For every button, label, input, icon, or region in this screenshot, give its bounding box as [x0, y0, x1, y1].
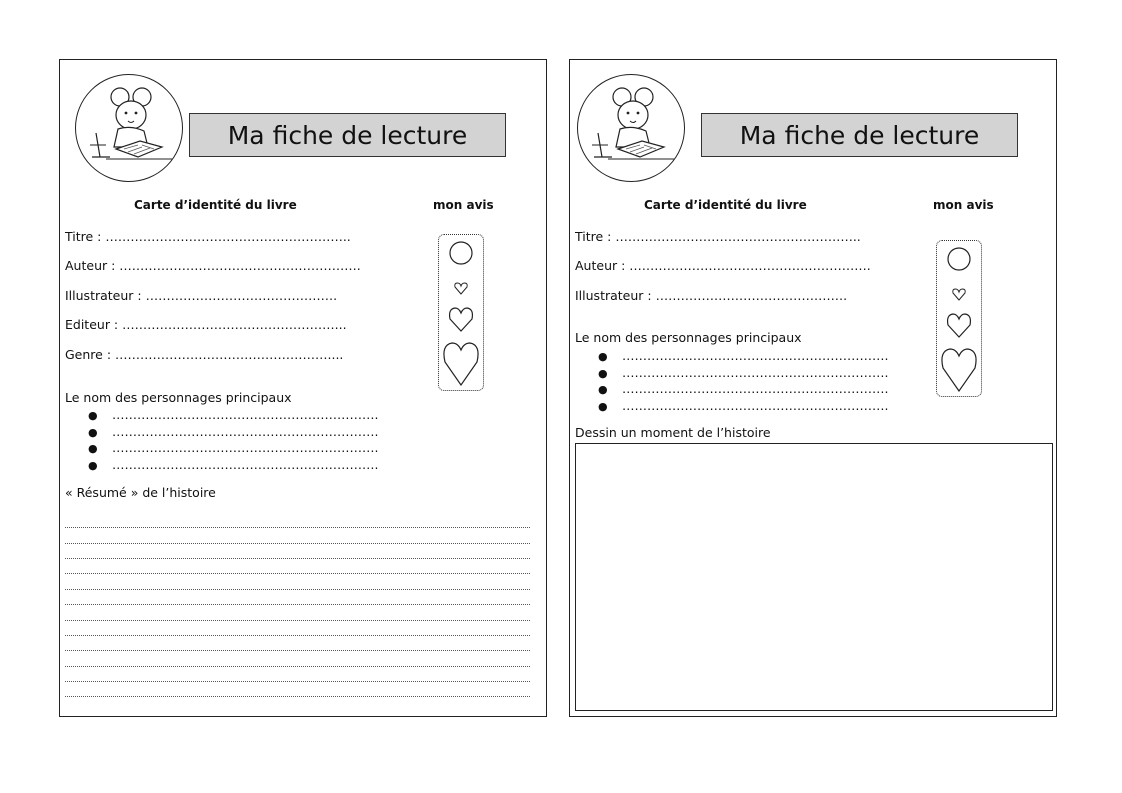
genre-field[interactable]: Genre : ……………………………………………....: [65, 347, 344, 362]
characters-label: Le nom des personnages principaux: [65, 390, 292, 405]
publisher-field[interactable]: Editeur : ……………………………………………...: [65, 317, 347, 332]
character-line[interactable]: [598, 398, 888, 413]
drawing-area[interactable]: [575, 443, 1053, 711]
avis-heading: mon avis: [933, 198, 994, 212]
circle-icon: [948, 248, 970, 270]
medium-heart-icon: [450, 308, 473, 331]
character-line[interactable]: [598, 348, 888, 363]
bullet-icon: ●: [598, 400, 608, 413]
summary-line: [65, 604, 530, 605]
small-heart-icon: [455, 283, 467, 294]
character-line[interactable]: [598, 381, 888, 396]
title-field[interactable]: Titre : …………………………………………………..: [575, 229, 861, 244]
character-line-dots: ……………………………………………………….: [112, 407, 379, 422]
summary-line: [65, 589, 530, 590]
summary-line: [65, 666, 530, 667]
character-line-dots: ……………………………………………………….: [622, 398, 889, 413]
rating-box[interactable]: [936, 240, 982, 397]
character-line[interactable]: [88, 440, 378, 455]
character-line[interactable]: [88, 424, 378, 439]
bullet-icon: ●: [88, 409, 98, 422]
bullet-icon: ●: [598, 383, 608, 396]
small-heart-icon: [953, 289, 965, 300]
bullet-icon: ●: [598, 367, 608, 380]
large-heart-icon: [942, 349, 976, 391]
circle-icon: [450, 242, 472, 264]
character-line-dots: ……………………………………………………….: [112, 440, 379, 455]
bullet-icon: ●: [88, 459, 98, 472]
character-line[interactable]: [88, 407, 378, 422]
mouse-reading-logo-icon: [577, 74, 685, 182]
summary-line: [65, 527, 530, 528]
summary-line: [65, 558, 530, 559]
characters-label: Le nom des personnages principaux: [575, 330, 802, 345]
character-line-dots: ……………………………………………………….: [112, 424, 379, 439]
summary-line: [65, 620, 530, 621]
medium-heart-icon: [948, 314, 971, 337]
summary-line: [65, 543, 530, 544]
page-title: Ma fiche de lecture: [189, 113, 506, 157]
author-field[interactable]: Auteur : ………………………………………………….: [65, 258, 361, 273]
avis-heading: mon avis: [433, 198, 494, 212]
summary-line: [65, 681, 530, 682]
reading-sheet-left: [59, 59, 547, 717]
character-line-dots: ……………………………………………………….: [622, 348, 889, 363]
bullet-icon: ●: [88, 426, 98, 439]
character-line-dots: ……………………………………………………….: [112, 457, 379, 472]
illustrator-field[interactable]: Illustrateur : ……………………………………….: [65, 288, 338, 303]
title-field[interactable]: Titre : …………………………………………………..: [65, 229, 351, 244]
reading-sheet-right: [569, 59, 1057, 717]
identity-heading: Carte d’identité du livre: [644, 198, 807, 212]
summary-line: [65, 573, 530, 574]
identity-heading: Carte d’identité du livre: [134, 198, 297, 212]
illustrator-field[interactable]: Illustrateur : ……………………………………….: [575, 288, 848, 303]
summary-line: [65, 650, 530, 651]
bullet-icon: ●: [598, 350, 608, 363]
mouse-reading-logo-icon: [75, 74, 183, 182]
character-line[interactable]: [598, 365, 888, 380]
author-field[interactable]: Auteur : ………………………………………………….: [575, 258, 871, 273]
large-heart-icon: [444, 343, 478, 385]
drawing-label: Dessin un moment de l’histoire: [575, 425, 771, 440]
character-line-dots: ……………………………………………………….: [622, 365, 889, 380]
page-title: Ma fiche de lecture: [701, 113, 1018, 157]
summary-line: [65, 696, 530, 697]
bullet-icon: ●: [88, 442, 98, 455]
rating-box[interactable]: [438, 234, 484, 391]
summary-label: « Résumé » de l’histoire: [65, 485, 216, 500]
character-line-dots: ……………………………………………………….: [622, 381, 889, 396]
character-line[interactable]: [88, 457, 378, 472]
summary-line: [65, 635, 530, 636]
